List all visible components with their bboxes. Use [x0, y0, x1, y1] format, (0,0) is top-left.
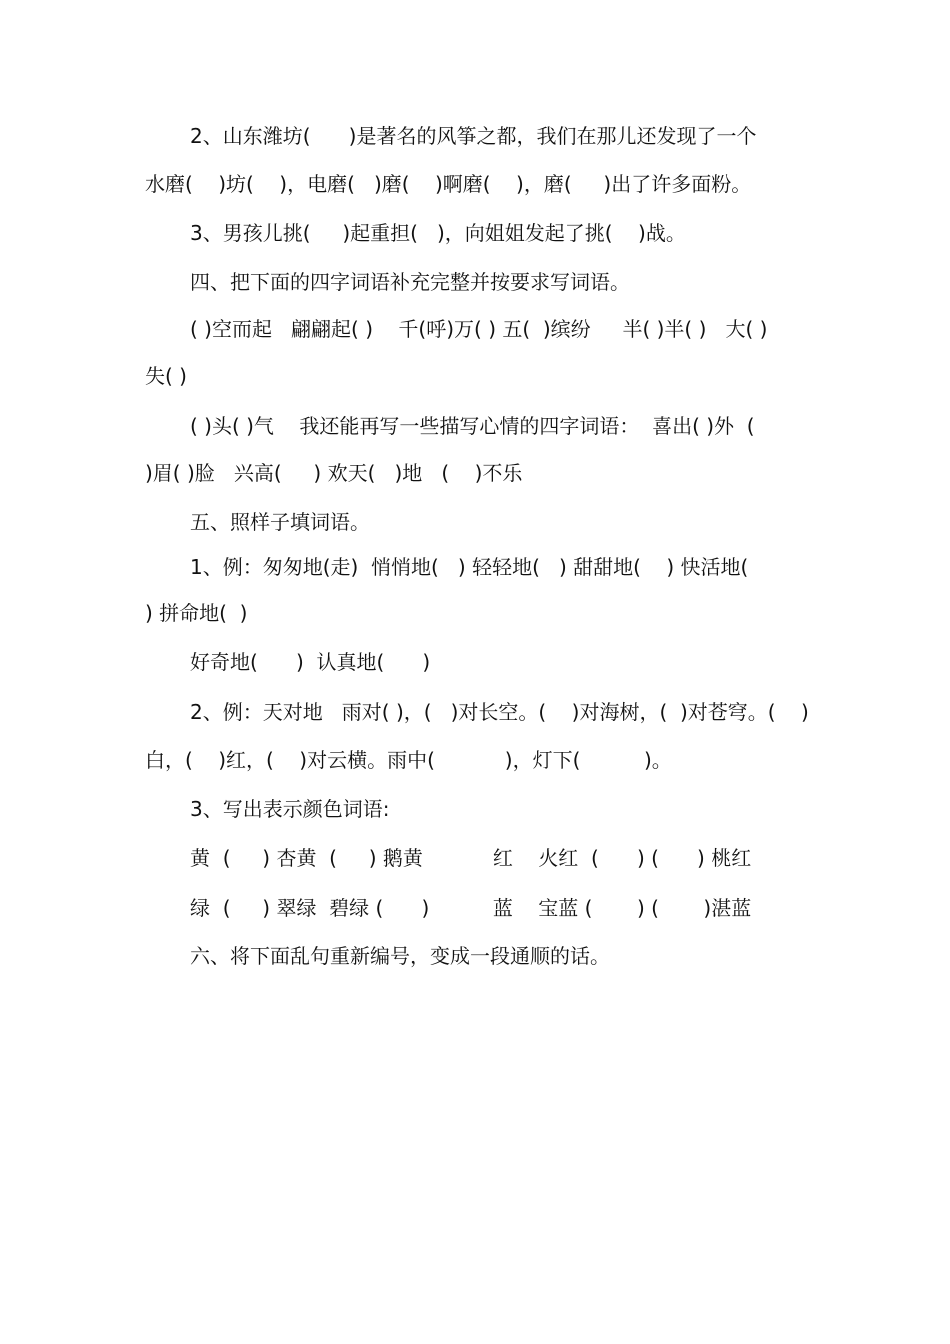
section-4-mood-line-2: )眉( )脸 兴高( ) 欢天( )地 ( )不乐 — [145, 461, 523, 485]
section-5-q1-line-2: ) 拼命地( ) — [145, 601, 248, 625]
section-4-idioms-line-1: ( )空而起 翩翩起( ) 千(呼)万( ) 五( )缤纷 半( )半( ) 大( ) — [190, 317, 768, 341]
section-5-q2-line-1: 2、例：天对地 雨对( )，( )对长空。( )对海树，( )对苍穹。( ) — [190, 700, 809, 724]
section-5-q3-heading: 3、写出表示颜色词语: — [190, 797, 390, 821]
section-5-q3-yellow-red-row: 黄 ( ) 杏黄 ( ) 鹅黄 红 火红 ( ) ( ) 桃红 — [190, 846, 752, 870]
section-5-heading: 五、照样子填词语。 — [190, 510, 370, 534]
question-3-line: 3、男孩儿挑( )起重担( )，向姐姐发起了挑( )战。 — [190, 221, 686, 245]
section-5-q1-line-3: 好奇地( ) 认真地( ) — [190, 650, 431, 674]
section-5-q1-line-1: 1、例：匆匆地(走) 悄悄地( ) 轻轻地( ) 甜甜地( ) 快活地( — [190, 555, 749, 579]
section-5-q3-green-blue-row: 绿 ( ) 翠绿 碧绿 ( ) 蓝 宝蓝 ( ) ( )湛蓝 — [190, 896, 752, 920]
section-4-heading: 四、把下面的四字词语补充完整并按要求写词语。 — [190, 270, 630, 294]
section-6-heading: 六、将下面乱句重新编号，变成一段通顺的话。 — [190, 944, 610, 968]
section-5-q2-line-2: 白，( )红，( )对云横。雨中( )，灯下( )。 — [145, 748, 672, 772]
section-4-idioms-line-2: 失( ) — [145, 364, 187, 388]
section-4-mood-line-1: ( )头( )气 我还能再写一些描写心情的四字词语： 喜出( )外 ( — [190, 414, 755, 438]
question-2-line-2: 水磨( )坊( )，电磨( )磨( )啊磨( )，磨( )出了许多面粉。 — [145, 172, 752, 196]
question-2-line-1: 2、山东潍坊( )是著名的风筝之都，我们在那儿还发现了一个 — [190, 124, 757, 148]
